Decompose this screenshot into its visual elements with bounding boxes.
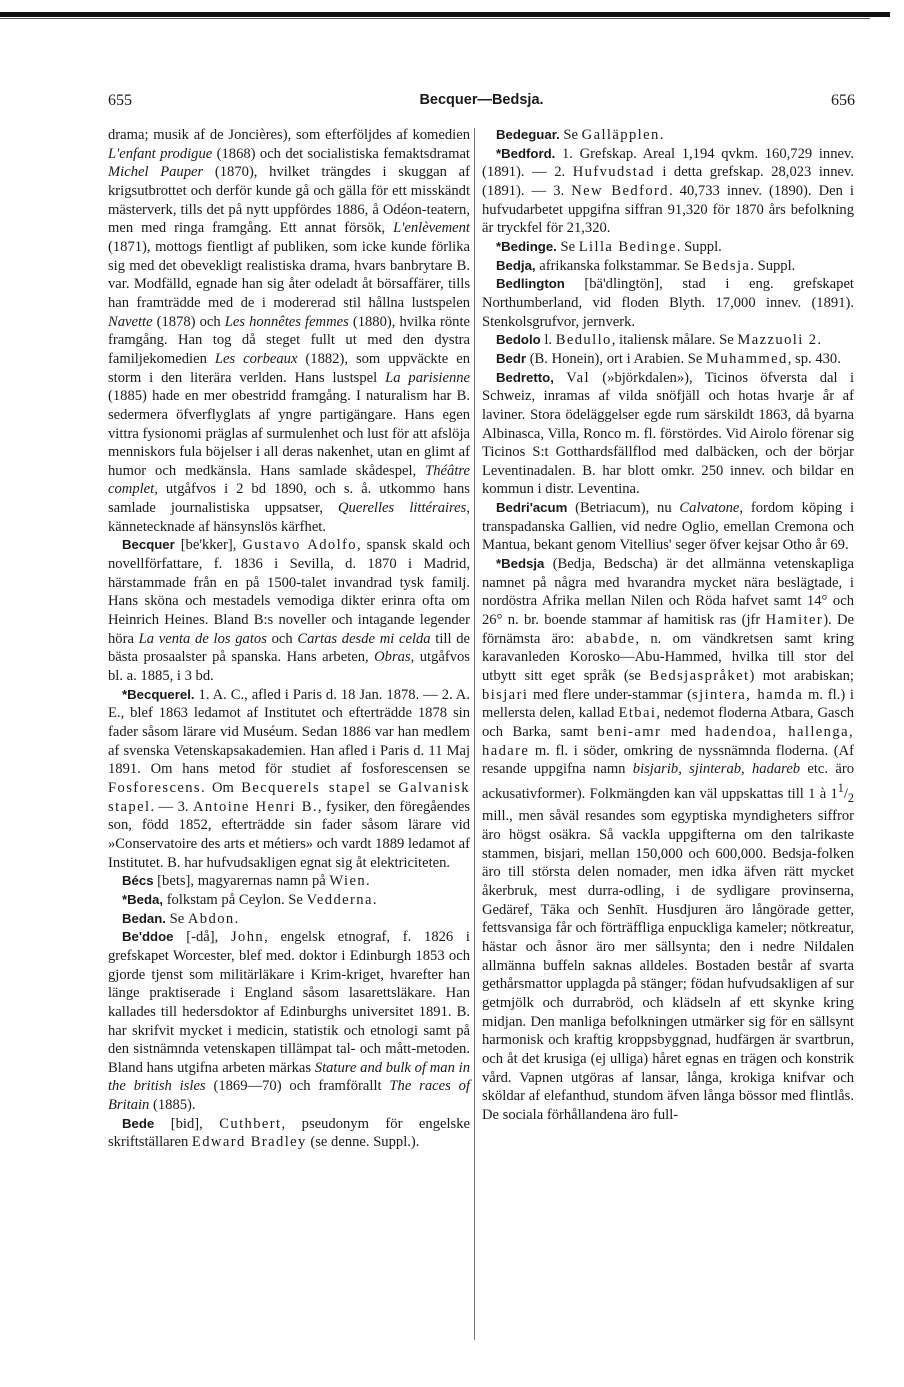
text-run: [bets], magyarernas namn på [153,873,330,890]
text-run: 1. Grefskap. Areal 1,194 qvkm. 160,729 innev. (1891). — 2. [482,145,854,181]
text-run: till de bästa prosaalster på spanska. Hans arbeten, [108,630,470,666]
entry-bedlington [482,275,854,331]
italic-title: Stature and bulk of man in the british isles [108,1059,470,1095]
spaced-name: Bedsjaspråket [649,668,750,685]
left-column [108,126,470,1152]
headword: Bécs [122,873,154,889]
text-run: (1885) hade en mer obestridd framgång. I naturalism har B. sedermera öfverflyglats af yngre partigängare. Hans egen vittra fysionomi präglas af surmulenhet och lust för att afslöja menniskors fula böjelser i all deras nakenhet, utan en glimt af humor och medkänsla. Hans samlade skådespel, [108,388,470,479]
text-run: , n. om vändkretsen samt kring karavanleden Korosko—Abu-Hammed, hvilka till stor del utbytt sitt eget språk (se [482,630,854,685]
text-run: etc. äro ackusativformer). Folkmängden kan väl uppskattas till 1 à 1 [482,761,854,802]
text-run: , spansk skald och novellförfattare, f. 1836 i Sevilla, d. 1870 i Madrid, härstammade från en på 1500-talet invandrad tysk familj. Hans sköna och mestadels vemodiga dikter erinra ofta om Heinrich Heines. Bland B:s noveller och intagande legender höra [108,537,471,647]
spaced-name: bisjari [482,686,529,703]
text-run: . — 3. [150,798,193,815]
text-run: [-då], [173,929,231,946]
text-run: [bid], [154,1115,220,1132]
spaced-name: beni-amr [597,724,662,740]
spaced-name: Galvanisk stapel [108,779,470,815]
page-number-left: 655 [108,92,132,109]
text-run: (1868) och det socialistiska femaktsdramat [212,145,470,162]
text-run: , sp. 430. [787,350,841,367]
page-header [108,92,855,114]
entry-becs [108,872,470,891]
text-run [554,370,566,386]
entry-bede [108,1115,470,1152]
spaced-name: Hufvudstad [572,164,655,181]
italic-title: Calvatone [679,500,740,517]
text-run: i detta grefskap. 28,023 innev. (1891). — 3. [482,164,854,199]
spaced-name: Abdon [187,910,235,927]
entry-beddoe [108,928,470,1115]
spaced-name: Bedsja [702,257,751,274]
entry-beda [108,891,470,910]
entry-bedr [482,350,854,369]
headword: *Bedford. [496,145,556,161]
text-run: med [661,724,706,740]
text-run: . Suppl. [676,238,722,255]
text-run: 1. A. C., afled i Paris d. 18 Jan. 1878. — 2. A. E., blef 1863 ledamot af Institutet och efterträdde 1878 sin fader såsom lärare vid Muséum. Sedan 1886 var han medlem af svenska Vetenskapsakademien. Han afled i Paris d. 11 Maj 1891. Om hans metod för studiet af fosforescensen se [108,686,470,778]
superscript: 1 [837,780,844,795]
spaced-name: hadendoa, hallenga, hadare [482,724,854,759]
text-run: (»björkdalen»), Ticinos öfversta dal i Schweiz, inramas af vilda snöfjäll och hotas hvarje år af laviner. Stora ödeläggelser egde rum särskildt 1863, då byarna Albinasca, Villa, Ronco m. fl. förstördes. Vid Airolo förenar sig Ticinos S:t Gotthardsfällflod med dalbäcken, och der börjar Leventinadalen. B. har blott omkr. 250 innev. och bildar en kommun i distr. Leventina. [482,369,854,498]
column-divider [474,128,475,1340]
text-run: (1870), hvilket trängdes i skuggan af krigsutbrottet och derför kunde gå och gälla för ett misskändt mästerverk, tills det på nytt uppfördes 1886, å Odéon-teatern, men med ringa framgång. Ett annat försök, [108,164,470,237]
spaced-name: Antoine Henri B. [192,798,318,815]
right-column [482,126,854,1125]
text-run: [be'kker], [174,537,243,554]
text-run: . 40,733 innev. (1890). Den i hufvudarbetet uppgifna siffran 91,320 för 1870 års befolkning är tryckfel för 21,320. [482,182,854,237]
headword: *Bedinge. [496,238,557,254]
text-run: m. fl.) i mellersta delen, kallad [482,686,854,722]
italic-title: Les honnêtes femmes [224,313,349,330]
text-run: (Bedja, Bedscha) är det allmänna vetenskapliga namnet på några med hvarandra mycket nära beslägtade, i nordöstra Afrika mellan Nilen och Röda hafvet samt 14° och 26° n. br. boende stammar af hamitisk ras (jfr [482,556,854,629]
text-run: (1880), hvilka rönte framgång. Han tog då steget fullt ut med den dystra familjekomedien [108,313,470,367]
headword: Bedeguar. [496,127,560,142]
text-run: , utgåfvos i 2 bd 1890, och s. å. utkommo hans samlade journalistiska uppsatser, [108,481,470,517]
spaced-name: Lilla Bedinge [578,238,677,255]
text-run: . [234,910,239,927]
headword: Be'ddoe [122,929,174,945]
headword: Bedr [496,350,527,366]
italic-title: Navette [108,313,153,330]
entry-bedolo [482,331,854,350]
text-run: . [366,873,370,890]
text-run: se [371,779,399,796]
spaced-name: Wien [329,873,367,890]
headword: Bedretto, [496,369,554,385]
text-run: , utgåfvos bl. a. 1885, i 3 bd. [108,649,470,685]
spaced-name: Gustavo Adolfo [242,537,358,554]
entry-bedinge [482,238,854,257]
text-run: . Om [201,779,242,796]
text-run: , nedemot floderna Atbara, Gasch och Barka, samt [482,705,854,740]
italic-title: La venta de los gatos [138,630,267,647]
entry-bedsja [482,555,854,1124]
headword: Bedri'acum [496,500,568,516]
text-run: . Suppl. [750,257,796,274]
entry-bedja [482,257,854,276]
italic-title: L'enfant prodigue [108,145,213,162]
italic-title: Obras [374,649,411,666]
text-run: , fysiker, den föregåendes son, född 1852, efterträdde sin fader såsom lärare vid »Conservatoire des arts et métiers» och vardt 1889 ledamot af Institutet. B. har hufvudsakligen egnat sig åt elektriciteten. [108,798,470,871]
spaced-name: Mazzuoli 2 [737,332,818,349]
spaced-name: Galläpplen [581,127,660,143]
entry-becquer [108,536,470,685]
spaced-name: Val [566,369,590,386]
entry-becque-continuation [108,126,470,536]
text-run: . [817,332,822,349]
text-run: . [659,127,664,143]
text-run: m. fl. i söder, omkring de nyssnämnda floderna. (Af resande uppgifna namn [482,742,854,778]
text-run: (1882), som uppväckte en storm i den literära verlden. Hans lustspel [108,350,470,386]
text-run: (1871), mottogs fientligt af publiken, som icke kunde förlika sig med det obevekligt realistiska drama, hvars banbrytare B. var. Modfälld, egnade han sig åter odeladt åt börsaffärer, tills han framträdde med de i modererad stil hållna lustspelen [108,238,470,311]
spaced-name: Cuthbert [219,1115,282,1132]
italic-title: Cartas desde mi celda [297,630,431,647]
text-run: [bä'dlingtön], stad i eng. grefskapet Northumberland, vid floden Blyth. 17,000 innev. (1891). Stenkolsgrufvor, jernverk. [482,276,854,330]
spaced-name: Muhammed [706,350,788,367]
page-number-right: 656 [831,92,855,109]
spaced-name: Bedullo [555,332,612,349]
entry-bedretto [482,369,854,500]
headword: Bedolo [496,332,541,348]
entry-becquerel [108,686,470,873]
entry-bedan [108,910,470,929]
top-border-thin-rule [0,18,870,19]
italic-title: L'enlèvement [393,220,470,237]
text-run: afrikanska folkstammar. Se [535,257,703,274]
spaced-name: Becquerels stapel [241,779,372,796]
subscript: 2 [847,790,854,805]
text-run: Se [556,238,579,255]
headword: *Bedsja [496,556,545,572]
text-run: och [266,630,298,647]
spaced-name: John [230,929,265,946]
entry-bedford [482,145,854,238]
text-run: Se [559,127,582,143]
text-run: (1878) och [152,313,225,330]
entry-bedriacum [482,499,854,555]
text-run: mill., men såväl resandes som egyptiska myndigheters siffror äro högst osäkra. Så vackla uppgifterna om den talrikaste stammen, bisjari, mellan 150,000 och 600,000. Bedsja-folken äro till största delen nomader, men idka äfven rätt mycket åkerbruk, mest durra-odling, i de sydligare provinserna, Gedäref, Tāka och Senhīt. Husdjuren äro långörade getter, fettsvansiga får och förträffliga enpuckliga kameler; nötkreatur, hästar och åsnor äro mer sällsynta; den i nedre Nildalen allmänna buffeln saknas alldeles. Bostaden består af svarta gethårsmattor upplagda på stänger; födan hufvudsakligen af sur getmjölk och durrabröd, och klädseln af ett skynke kring midjan. Den manliga befolkningen utmärker sig för en sällsynt harmonisk och kraftig kroppsbyggnad, hudfärgen är svartbrun, och åt det krusiga (ej ulliga) håret egnas en trägen och konstrik vård. Vapnen utgöras af lansar, långa, krokiga knifvar och sköldar af elefanthud, stundom äfven långa bössor med flintlås. De sociala förhållandena äro full- [482,808,854,1123]
text-run: (Betriacum), nu [567,500,680,517]
running-head: Becquer—Bedsja. [419,92,544,108]
text-run: . [372,891,377,908]
text-run: ). De förnämsta äro: [482,612,854,647]
italic-title: bisjarib, sjinterab, hadareb [632,761,801,778]
text-run: drama; musik af de Joncières), som efterföljdes af komedien [108,127,470,143]
text-run: med flere under-stammar ( [528,686,693,703]
headword: Bede [122,1115,155,1131]
headword: Bedan. [122,910,166,926]
spaced-name: Edward Bradley [191,1134,307,1151]
text-run: (B. Honein), ort i Arabien. Se [526,350,707,367]
text-run: / [843,785,848,802]
spaced-name: ababde [585,630,636,647]
italic-title: The races of Britain [108,1078,470,1114]
spaced-name: New Bedford [571,182,669,199]
text-run: (1869—70) och framförallt [205,1078,390,1095]
italic-title: Querelles littéraires [338,500,467,517]
text-run: (1885). [149,1097,196,1114]
italic-title: La parisienne [385,369,471,386]
headword: Bedlington [496,276,565,292]
spaced-name: sjintera, hamda [692,686,804,703]
text-run: , pseudonym för engelske skriftställaren [108,1115,470,1151]
italic-title: Michel Pauper [108,164,204,181]
italic-title: Les corbeaux [214,350,298,367]
text-run: (se denne. Suppl.). [306,1134,420,1151]
headword: Becquer [122,537,175,553]
text-run: ) mot arabiskan; [749,668,854,685]
text-run: Se [165,910,188,927]
spaced-name: Fosforescens [108,779,201,796]
text-run: , kännetecknade af hänsynslös kärfhet. [108,500,470,535]
text-run: folkstam på Ceylon. Se [163,891,307,908]
entry-bedeguar [482,126,854,145]
headword: *Becquerel. [122,686,195,702]
headword: *Beda, [122,891,164,907]
headword: Bedja, [496,257,536,273]
spaced-name: Etbai [618,705,657,722]
italic-title: Théâtre complet [108,462,470,498]
text-run: , engelsk etnograf, f. 1826 i grefskapet Worcester, blef med. doktor i Edinburgh 1853 och gjorde tjenst som militärläkare i Krim-kriget, hvarefter han länge praktiserade i England såsom lasarettsläkare. Han kallades till hedersdoktor af Edinburghs universitet 1891. B. har skrifvit mycket i medicin, statistik och etnologi samt på den sistnämnda vetenskapen tillämpat tal- och mått-metoden. Bland hans utgifna arbeten märkas [108,929,470,1076]
text-run: , fordom köping i transpadanska Gallien, vid nedre Oglio, emellan Cremona och Mantua, bekant genom Vitellius' seger öfver kejsar Otho år 69. [482,500,854,554]
spaced-name: Vedderna [306,891,373,908]
text-run: l. [540,332,556,349]
spaced-name: Hamiter [765,612,824,629]
text-run: , italiensk målare. Se [611,332,738,349]
top-border-rule [0,12,890,17]
